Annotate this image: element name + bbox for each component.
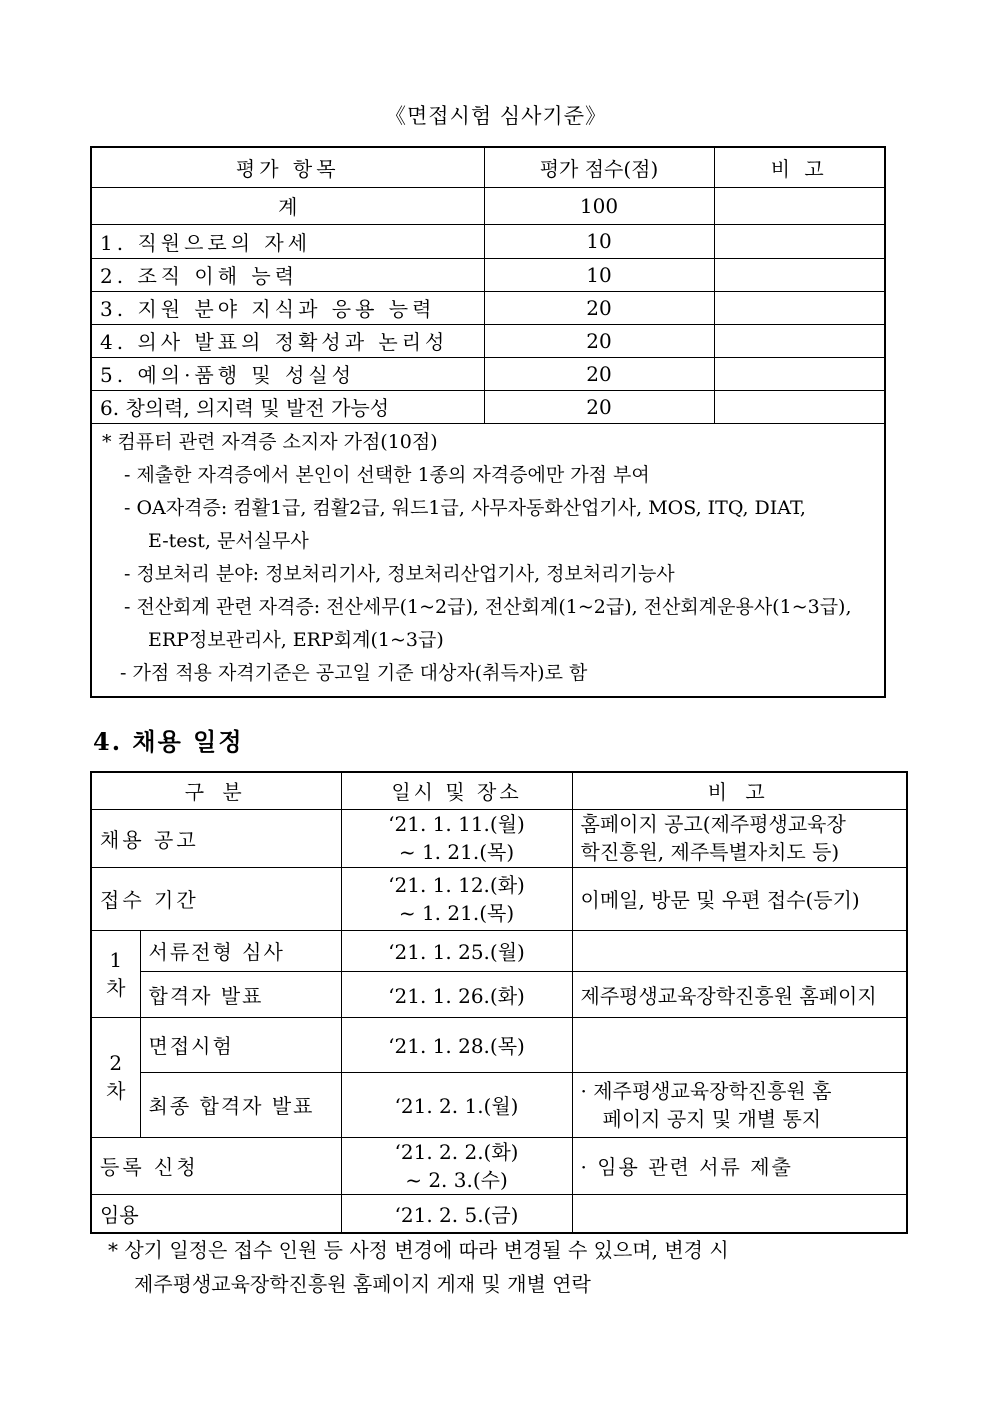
criteria-item: 3. 지원 분야 지식과 응용 능력	[91, 291, 484, 324]
schedule-table	[90, 771, 908, 1234]
recruit-notice-remarks	[572, 809, 907, 867]
footnote-line2: 제주평생교육장학진흥원 홈페이지 게재 및 개별 연락	[134, 1272, 591, 1296]
criteria-score: 20	[484, 390, 714, 423]
stage-number: 2	[109, 1051, 123, 1075]
date-start: ‘21. 1. 12.(화)	[388, 872, 525, 897]
final-announcement-date: ‘21. 2. 1.(월)	[341, 1072, 572, 1137]
application-label: 접수 기간	[91, 867, 341, 930]
note-line: ERP정보관리사, ERP회계(1~3급)	[148, 628, 444, 651]
pass-announcement-label: 합격자 발표	[140, 971, 341, 1017]
pass-announcement-remarks: 제주평생교육장학진흥원 홈페이지	[572, 971, 907, 1017]
total-remarks	[714, 187, 885, 224]
note-line: - OA자격증: 컴활1급, 컴활2급, 워드1급, 사무자동화산업기사, MOS, ITQ, DIAT,	[124, 496, 806, 519]
recruit-notice-dates	[341, 809, 572, 867]
registration-dates	[341, 1137, 572, 1194]
final-announcement-remarks	[572, 1072, 907, 1137]
document-screening-remarks	[572, 930, 907, 971]
header-category: 구 분	[91, 772, 341, 809]
note-main: * 컴퓨터 관련 자격증 소지자 가점(10점)	[102, 430, 438, 453]
pass-announcement-date: ‘21. 1. 26.(화)	[341, 971, 572, 1017]
document-screening-label: 서류전형 심사	[140, 930, 341, 971]
criteria-remarks	[714, 324, 885, 357]
application-remarks: 이메일, 방문 및 우편 접수(등기)	[572, 867, 907, 930]
criteria-remarks	[714, 291, 885, 324]
date-end: ~ 1. 21.(목)	[398, 840, 515, 864]
date-start: ‘21. 2. 2.(화)	[394, 1139, 519, 1164]
criteria-remarks	[714, 357, 885, 390]
note-line: - 가점 적용 자격기준은 공고일 기준 대상자(취득자)로 함	[120, 661, 588, 684]
criteria-item: 5. 예의·품행 및 성실성	[91, 357, 484, 390]
application-dates	[341, 867, 572, 930]
recruit-notice-label: 채용 공고	[91, 809, 341, 867]
appointment-date: ‘21. 2. 5.(금)	[341, 1194, 572, 1233]
interview-date: ‘21. 1. 28.(목)	[341, 1017, 572, 1072]
stage-suffix: 차	[106, 1079, 126, 1103]
section-title: 4. 채용 일정	[93, 727, 244, 756]
header-remarks: 비 고	[572, 772, 907, 809]
header-item: 평가 항목	[91, 147, 484, 187]
note-line: - 제출한 자격증에서 본인이 선택한 1종의 자격증에만 가점 부여	[124, 463, 650, 486]
criteria-item: 4. 의사 발표의 정확성과 논리성	[91, 324, 484, 357]
remarks-line: 페이지 공지 및 개별 통지	[602, 1106, 822, 1131]
criteria-score: 20	[484, 324, 714, 357]
stage1-label	[91, 930, 140, 1017]
header-score: 평가 점수(점)	[484, 147, 714, 187]
remarks-line: 홈페이지 공고(제주평생교육장	[580, 812, 846, 836]
criteria-item: 6. 창의력, 의지력 및 발전 가능성	[91, 390, 484, 423]
criteria-remarks	[714, 258, 885, 291]
stage-suffix: 차	[106, 975, 126, 1000]
footnote-line1: * 상기 일정은 접수 인원 등 사정 변경에 따라 변경될 수 있으며, 변경 시	[108, 1238, 729, 1262]
appointment-label: 임용	[91, 1194, 341, 1233]
note-line: - 전산회계 관련 자격증: 전산세무(1~2급), 전산회계(1~2급), 전산회계운용사(1~3급),	[124, 595, 852, 618]
criteria-score: 10	[484, 258, 714, 291]
date-start: ‘21. 1. 11.(월)	[388, 812, 525, 836]
registration-remarks: · 임용 관련 서류 제출	[572, 1137, 907, 1194]
criteria-score: 20	[484, 291, 714, 324]
interview-label: 면접시험	[140, 1017, 341, 1072]
total-label: 계	[91, 187, 484, 224]
criteria-score: 10	[484, 224, 714, 258]
criteria-item: 2. 조직 이해 능력	[91, 258, 484, 291]
header-remarks: 비 고	[714, 147, 885, 187]
date-end: ~ 2. 3.(수)	[405, 1167, 508, 1192]
final-announcement-label: 최종 합격자 발표	[140, 1072, 341, 1137]
total-score: 100	[484, 187, 714, 224]
bonus-notes	[91, 423, 885, 697]
note-line: - 정보처리 분야: 정보처리기사, 정보처리산업기사, 정보처리기능사	[124, 562, 675, 585]
stage2-label	[91, 1017, 140, 1137]
registration-label: 등록 신청	[91, 1137, 341, 1194]
interview-remarks	[572, 1017, 907, 1072]
criteria-title: 《면접시험 심사기준》	[385, 104, 607, 128]
appointment-remarks	[572, 1194, 907, 1233]
remarks-line: · 제주평생교육장학진흥원 홈	[580, 1078, 832, 1103]
criteria-remarks	[714, 390, 885, 423]
stage-number: 1	[109, 947, 123, 972]
criteria-remarks	[714, 224, 885, 258]
criteria-score: 20	[484, 357, 714, 390]
date-end: ~ 1. 21.(목)	[398, 900, 515, 925]
criteria-item: 1. 직원으로의 자세	[91, 224, 484, 258]
criteria-table	[90, 146, 886, 698]
document-screening-date: ‘21. 1. 25.(월)	[341, 930, 572, 971]
remarks-line: 학진흥원, 제주특별자치도 등)	[580, 840, 840, 864]
header-datetime: 일시 및 장소	[341, 772, 572, 809]
note-line: E-test, 문서실무사	[148, 529, 309, 552]
